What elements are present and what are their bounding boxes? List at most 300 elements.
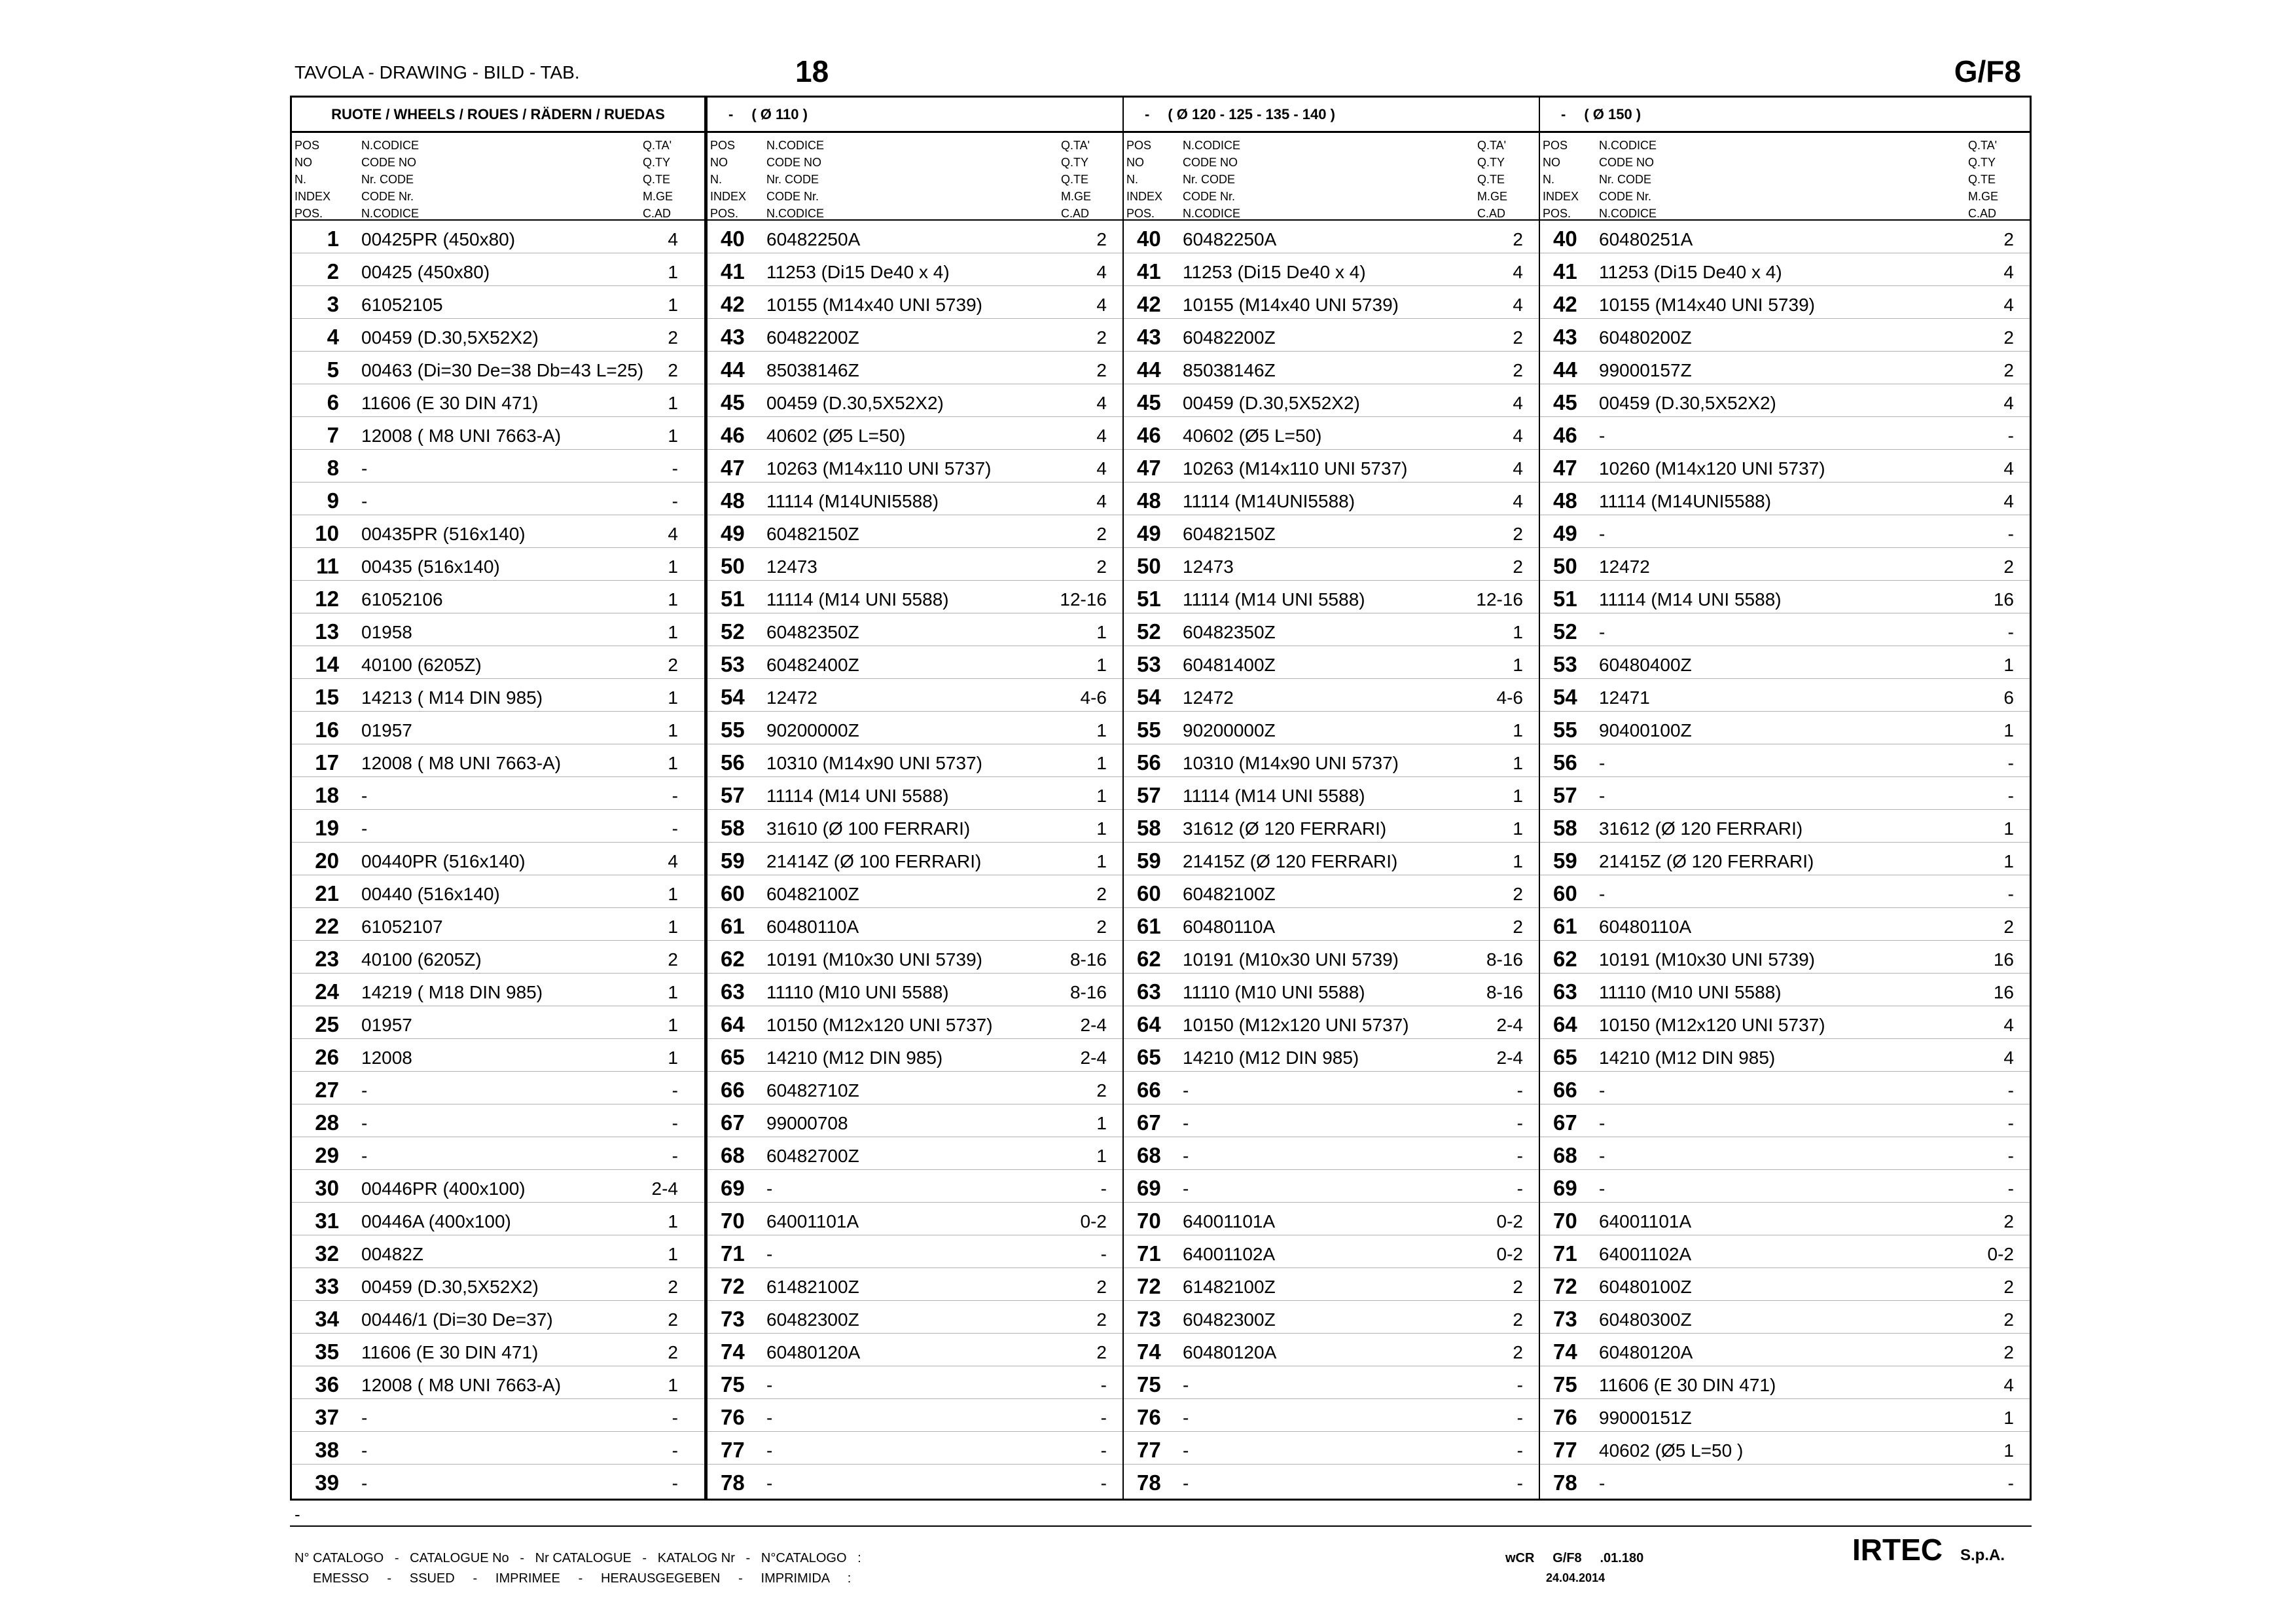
position-number: 48	[1553, 488, 1577, 513]
position-number: 22	[315, 914, 339, 938]
position-number: 52	[721, 619, 745, 644]
pos-header-line: INDEX	[1126, 190, 1163, 203]
part-code: 14210 (M12 DIN 985)	[1183, 1048, 1359, 1068]
quantity: 2-4	[1496, 1015, 1523, 1035]
position-number: 59	[1137, 848, 1161, 873]
qty-header-line: Q.TE	[1477, 173, 1505, 186]
position-number: 20	[315, 848, 339, 873]
position-number: 70	[1553, 1209, 1577, 1233]
position-number: 46	[1137, 423, 1161, 447]
part-code: 12471	[1599, 687, 1650, 708]
position-number: 41	[1553, 259, 1577, 283]
part-code: 10155 (M14x40 UNI 5739)	[1599, 295, 1815, 315]
code-header-line: CODE Nr.	[766, 190, 819, 203]
quantity: 1	[668, 1015, 678, 1035]
part-code: 60480110A	[766, 917, 859, 937]
position-number: 38	[315, 1438, 339, 1462]
position-number: 56	[1137, 750, 1161, 775]
quantity: 1	[2003, 1440, 2014, 1461]
position-number: 68	[1137, 1143, 1161, 1167]
part-code: 90200000Z	[766, 720, 859, 740]
table-row	[1124, 712, 1539, 744]
quantity: 1	[1513, 851, 1523, 871]
quantity: 2	[1513, 1277, 1523, 1297]
position-number: 31	[315, 1209, 339, 1233]
quantity: -	[2007, 884, 2014, 904]
part-code: -	[766, 1440, 773, 1461]
parts-rows	[1124, 221, 1539, 1497]
position-number: 45	[721, 390, 745, 414]
quantity: 2-4	[651, 1178, 678, 1199]
position-number: 4	[327, 325, 339, 349]
quantity: 1	[1096, 1146, 1107, 1166]
part-code: 11110 (M10 UNI 5588)	[766, 982, 949, 1002]
table-row	[1540, 286, 2030, 319]
section-d120-140	[1124, 98, 1540, 1499]
quantity: -	[1516, 1440, 1523, 1461]
qty-header-line: Q.TA'	[1477, 139, 1507, 152]
quantity: 2	[1513, 524, 1523, 544]
position-number: 53	[1553, 652, 1577, 676]
position-number: 68	[721, 1143, 745, 1167]
table-row	[708, 810, 1122, 843]
quantity: 2	[1096, 1277, 1107, 1297]
part-code: 00435PR (516x140)	[361, 524, 526, 544]
part-code: 00459 (D.30,5X52X2)	[1599, 393, 1776, 413]
position-number: 47	[721, 456, 745, 480]
part-code: -	[1599, 1178, 1605, 1199]
code-header-line: N.CODICE	[1599, 139, 1657, 152]
part-code: 60480110A	[1599, 917, 1692, 937]
position-number: 14	[315, 652, 339, 676]
part-code: -	[1599, 1146, 1605, 1166]
part-code: 11114 (M14UNI5588)	[1183, 491, 1355, 511]
pos-header-line: NO	[295, 156, 312, 169]
table-row	[292, 384, 704, 417]
code-header	[1599, 137, 1657, 222]
part-code: 64001102A	[1599, 1244, 1692, 1264]
quantity: 1	[2003, 720, 2014, 740]
part-code: 60482100Z	[766, 884, 859, 904]
footer-divider	[290, 1525, 2032, 1527]
part-code: -	[361, 491, 368, 511]
quantity: -	[1516, 1113, 1523, 1133]
position-number: 75	[721, 1372, 745, 1396]
position-number: 63	[1553, 979, 1577, 1004]
table-row	[292, 221, 704, 253]
position-number: 76	[721, 1405, 745, 1429]
position-number: 52	[1137, 619, 1161, 644]
position-number: 74	[1137, 1340, 1161, 1364]
part-code: 60480300Z	[1599, 1309, 1692, 1330]
parts-rows	[292, 221, 704, 1497]
column-headers	[708, 133, 1122, 221]
quantity: 8-16	[1069, 949, 1107, 970]
quantity: 1	[668, 393, 678, 413]
section-title: ( Ø 150 )	[1584, 105, 1641, 122]
table-row	[292, 777, 704, 810]
part-code: -	[1183, 1473, 1189, 1493]
part-code: 00446/1 (Di=30 De=37)	[361, 1309, 553, 1330]
code-header-line: N.CODICE	[1183, 139, 1241, 152]
position-number: 59	[1553, 848, 1577, 873]
part-code: 00435 (516x140)	[361, 556, 500, 577]
table-row	[1124, 1137, 1539, 1170]
position-number: 75	[1553, 1372, 1577, 1396]
table-row	[292, 1235, 704, 1268]
table-row	[1540, 1334, 2030, 1366]
table-row	[1124, 646, 1539, 679]
part-code: -	[1183, 1080, 1189, 1101]
position-number: 53	[721, 652, 745, 676]
quantity: -	[1100, 1473, 1107, 1493]
table-row	[1540, 1366, 2030, 1399]
quantity: 1	[668, 982, 678, 1002]
part-code: 10263 (M14x110 UNI 5737)	[766, 458, 992, 479]
table-row	[1540, 810, 2030, 843]
part-code: -	[766, 1375, 773, 1395]
table-row	[292, 1432, 704, 1465]
qty-header	[1968, 137, 1998, 222]
position-number: 62	[721, 947, 745, 971]
code-header-line: N.CODICE	[766, 207, 825, 220]
table-row	[292, 1334, 704, 1366]
qty-header-line: Q.TA'	[1060, 139, 1090, 152]
table-row	[1124, 810, 1539, 843]
quantity: 2	[1096, 327, 1107, 348]
table-row	[292, 613, 704, 646]
part-code: 64001101A	[1183, 1211, 1276, 1231]
part-code: 40602 (Ø5 L=50 )	[1599, 1440, 1744, 1461]
code-header-line: Nr. CODE	[361, 173, 414, 186]
table-row	[708, 1170, 1122, 1203]
table-row	[708, 941, 1122, 974]
table-row	[292, 286, 704, 319]
part-code: 64001101A	[1599, 1211, 1692, 1231]
table-row	[1540, 679, 2030, 712]
part-code: 60480120A	[1183, 1342, 1277, 1362]
part-code: 60480251A	[1599, 229, 1693, 249]
table-row	[1124, 384, 1539, 417]
pos-header-line: POS.	[1126, 207, 1155, 220]
position-number: 40	[1137, 227, 1161, 251]
part-code: 10310 (M14x90 UNI 5737)	[766, 753, 982, 773]
position-number: 77	[1137, 1438, 1161, 1462]
part-code: 11110 (M10 UNI 5588)	[1599, 982, 1782, 1002]
quantity: 1	[1513, 622, 1523, 642]
part-code: -	[361, 818, 368, 839]
position-number: 62	[1137, 947, 1161, 971]
table-row	[708, 613, 1122, 646]
position-number: 78	[721, 1470, 745, 1495]
qty-header-line: Q.TY	[1477, 156, 1505, 169]
part-code: 40100 (6205Z)	[361, 949, 482, 970]
table-row	[1124, 221, 1539, 253]
table-row	[708, 744, 1122, 777]
position-number: 58	[1553, 816, 1577, 840]
table-row	[1124, 1268, 1539, 1301]
table-row	[1124, 1465, 1539, 1497]
position-number: 11	[316, 554, 339, 578]
position-number: 24	[315, 979, 339, 1004]
part-code: 12472	[766, 687, 817, 708]
position-number: 32	[315, 1241, 339, 1266]
table-row	[1124, 515, 1539, 548]
part-code: 85038146Z	[766, 360, 859, 380]
quantity: 4	[1513, 491, 1523, 511]
part-code: 14210 (M12 DIN 985)	[766, 1048, 943, 1068]
part-code: -	[1599, 1080, 1605, 1101]
table-row	[292, 1268, 704, 1301]
quantity: -	[1100, 1375, 1107, 1395]
document-reference: wCR G/F8 .01.180	[1505, 1551, 1644, 1565]
part-code: -	[766, 1244, 773, 1264]
table-row	[292, 974, 704, 1006]
position-number: 17	[315, 750, 339, 775]
position-number: 51	[721, 587, 745, 611]
table-row	[1124, 1203, 1539, 1235]
part-code: -	[361, 458, 368, 479]
table-row	[708, 319, 1122, 352]
quantity: 1	[1096, 786, 1107, 806]
table-row	[708, 352, 1122, 384]
quantity: 4	[1513, 295, 1523, 315]
position-number: 69	[721, 1176, 745, 1200]
section-header	[708, 98, 1122, 133]
position-number: 70	[721, 1209, 745, 1233]
quantity: 1	[668, 622, 678, 642]
quantity: -	[1516, 1146, 1523, 1166]
quantity: 4	[2003, 491, 2014, 511]
quantity: 4	[668, 229, 678, 249]
table-row	[1540, 417, 2030, 450]
table-row	[708, 548, 1122, 581]
position-number: 28	[315, 1110, 339, 1135]
quantity: 8-16	[1486, 982, 1523, 1002]
part-code: 10191 (M10x30 UNI 5739)	[1183, 949, 1399, 970]
position-number: 42	[1137, 292, 1161, 316]
position-number: 3	[327, 292, 339, 316]
table-row	[292, 483, 704, 515]
quantity: 4	[668, 851, 678, 871]
quantity: 2-4	[1080, 1015, 1107, 1035]
code-header-line: CODE NO	[1183, 156, 1238, 169]
position-number: 27	[315, 1078, 339, 1102]
table-row	[1124, 1366, 1539, 1399]
table-row	[1124, 1235, 1539, 1268]
part-code: 64001101A	[766, 1211, 859, 1231]
part-code: 40602 (Ø5 L=50)	[1183, 426, 1322, 446]
table-row	[708, 221, 1122, 253]
position-number: 9	[327, 488, 339, 513]
quantity: 2	[668, 360, 678, 380]
position-number: 76	[1553, 1405, 1577, 1429]
quantity: 1	[668, 589, 678, 610]
table-row	[292, 581, 704, 613]
part-code: 12008 ( M8 UNI 7663-A)	[361, 753, 562, 773]
parts-table	[290, 96, 2032, 1501]
part-code: 00459 (D.30,5X52X2)	[1183, 393, 1360, 413]
table-row	[708, 1432, 1122, 1465]
part-code: 10191 (M10x30 UNI 5739)	[766, 949, 982, 970]
part-code: 10310 (M14x90 UNI 5737)	[1183, 753, 1399, 773]
section-header	[292, 98, 704, 133]
section-dash: -	[728, 105, 734, 122]
part-code: 01957	[361, 720, 412, 740]
pos-header-line: NO	[1543, 156, 1560, 169]
position-number: 46	[721, 423, 745, 447]
table-row	[1124, 875, 1539, 908]
table-row	[708, 1465, 1122, 1497]
position-number: 65	[721, 1045, 745, 1069]
quantity: 4	[2003, 1048, 2014, 1068]
table-row	[292, 744, 704, 777]
quantity: 1	[1096, 720, 1107, 740]
quantity: 2	[668, 949, 678, 970]
quantity: -	[2007, 524, 2014, 544]
pos-header-line: INDEX	[295, 190, 331, 203]
qty-header-line: M.GE	[642, 190, 673, 203]
quantity: 1	[1096, 622, 1107, 642]
table-row	[1540, 1006, 2030, 1039]
pos-header	[710, 137, 746, 222]
quantity: -	[2007, 786, 2014, 806]
section-title: RUOTE / WHEELS / ROUES / RÄDERN / RUEDAS	[331, 105, 665, 122]
table-row	[1540, 352, 2030, 384]
position-number: 40	[721, 227, 745, 251]
part-code: 11606 (E 30 DIN 471)	[1599, 1375, 1776, 1395]
quantity: 1	[668, 687, 678, 708]
table-row	[1124, 548, 1539, 581]
quantity: -	[1100, 1244, 1107, 1264]
table-row	[708, 777, 1122, 810]
position-number: 78	[1553, 1470, 1577, 1495]
quantity: 2	[1096, 556, 1107, 577]
table-row	[708, 908, 1122, 941]
table-row	[1124, 483, 1539, 515]
position-number: 72	[1553, 1274, 1577, 1298]
table-row	[1540, 319, 2030, 352]
quantity: 4	[1096, 262, 1107, 282]
position-number: 77	[721, 1438, 745, 1462]
position-number: 71	[1553, 1241, 1577, 1266]
position-number: 65	[1553, 1045, 1577, 1069]
position-number: 18	[315, 783, 339, 807]
part-code: 10150 (M12x120 UNI 5737)	[1183, 1015, 1409, 1035]
position-number: 30	[315, 1176, 339, 1200]
qty-header-line: C.AD	[1477, 207, 1505, 220]
table-row	[708, 1104, 1122, 1137]
quantity: 2	[1513, 1309, 1523, 1330]
part-code: 14213 ( M14 DIN 985)	[361, 687, 543, 708]
table-row	[1124, 908, 1539, 941]
code-header-line: N.CODICE	[1183, 207, 1241, 220]
position-number: 43	[1137, 325, 1161, 349]
table-row	[708, 253, 1122, 286]
quantity: 1	[668, 917, 678, 937]
part-code: 00446PR (400x100)	[361, 1178, 526, 1199]
position-number: 67	[721, 1110, 745, 1135]
part-code: 60482200Z	[766, 327, 859, 348]
position-number: 33	[315, 1274, 339, 1298]
table-row	[292, 1301, 704, 1334]
quantity: 1	[668, 884, 678, 904]
table-row	[292, 1170, 704, 1203]
quantity: 1	[1513, 720, 1523, 740]
quantity: -	[672, 1146, 678, 1166]
table-row	[1124, 1301, 1539, 1334]
table-row	[292, 908, 704, 941]
quantity: 2	[1513, 1342, 1523, 1362]
table-row	[708, 875, 1122, 908]
quantity: 4	[1513, 458, 1523, 479]
quantity: 4	[1513, 262, 1523, 282]
quantity: -	[1516, 1080, 1523, 1101]
part-code: 61052107	[361, 917, 443, 937]
table-row	[708, 515, 1122, 548]
quantity: 1	[668, 1211, 678, 1231]
qty-header-line: Q.TE	[642, 173, 670, 186]
quantity: 16	[1993, 589, 2014, 610]
table-row	[1540, 744, 2030, 777]
part-code: 60482200Z	[1183, 327, 1276, 348]
quantity: 2	[1096, 1080, 1107, 1101]
quantity: 4	[1096, 295, 1107, 315]
position-number: 44	[1553, 357, 1577, 382]
part-code: 11114 (M14 UNI 5588)	[1599, 589, 1782, 610]
quantity: 1	[2003, 1408, 2014, 1428]
parts-rows	[1540, 221, 2030, 1497]
position-number: 1	[327, 227, 339, 251]
part-code: -	[361, 1408, 368, 1428]
table-row	[1540, 1072, 2030, 1104]
table-row	[1540, 1465, 2030, 1497]
position-number: 56	[1553, 750, 1577, 775]
quantity: 4	[1096, 491, 1107, 511]
pos-header-line: INDEX	[1543, 190, 1579, 203]
code-header	[766, 137, 824, 222]
quantity: 1	[1096, 1113, 1107, 1133]
table-row	[708, 1039, 1122, 1072]
position-number: 44	[1137, 357, 1161, 382]
part-code: -	[361, 1080, 368, 1101]
table-row	[1124, 1432, 1539, 1465]
pos-header-line: POS	[710, 139, 736, 152]
column-headers	[292, 133, 704, 221]
quantity: 0-2	[1496, 1211, 1523, 1231]
part-code: 60480120A	[766, 1342, 861, 1362]
part-code: -	[1599, 786, 1605, 806]
quantity: -	[672, 786, 678, 806]
table-row	[292, 1366, 704, 1399]
issue-date: 24.04.2014	[1546, 1571, 1605, 1584]
quantity: 2	[1513, 327, 1523, 348]
quantity: 2	[668, 655, 678, 675]
part-code: -	[766, 1473, 773, 1493]
position-number: 48	[1137, 488, 1161, 513]
position-number: 55	[1553, 718, 1577, 742]
quantity: -	[2007, 753, 2014, 773]
quantity: 2-4	[1080, 1048, 1107, 1068]
quantity: 1	[2003, 818, 2014, 839]
part-code: -	[1183, 1178, 1189, 1199]
quantity: 4	[2003, 1375, 2014, 1395]
position-number: 47	[1553, 456, 1577, 480]
position-number: 21	[315, 881, 339, 905]
quantity: 4	[2003, 262, 2014, 282]
table-row	[708, 712, 1122, 744]
quantity: 4	[668, 524, 678, 544]
